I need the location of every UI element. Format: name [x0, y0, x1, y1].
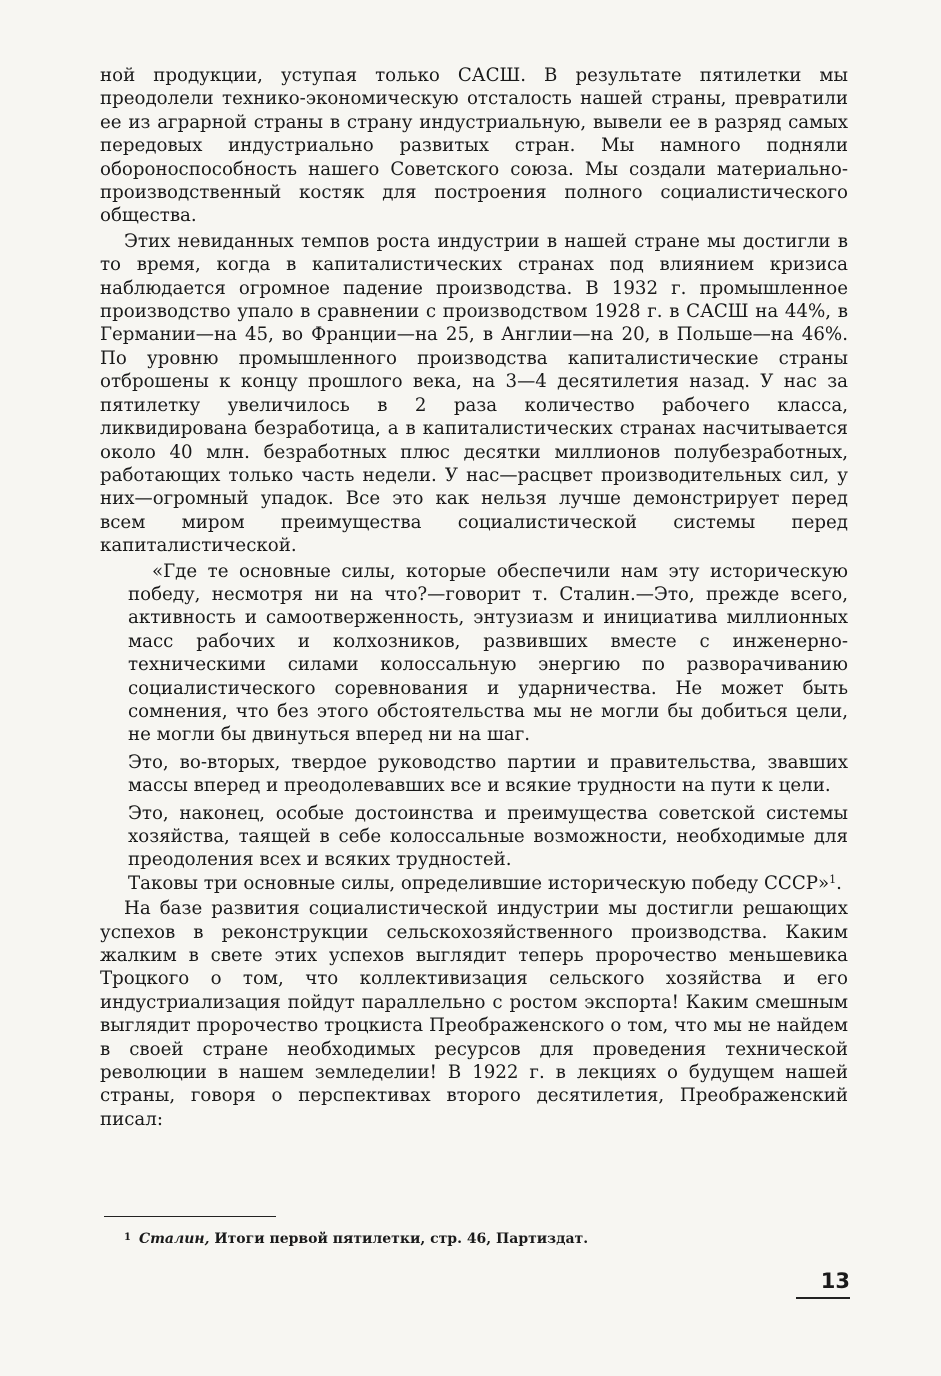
quote-paragraph-4-tail: . — [836, 872, 842, 894]
quote-paragraph-4-text: Таковы три основные силы, определившие историческую победу СССР» — [128, 872, 830, 894]
quote-paragraph-4 — [128, 872, 848, 895]
paragraph-3: На базе развития социалистической индустрии мы достигли решающих успехов в реконструкции сельскохозяйственного производства. Каким жалким в свете этих успехов выглядит теперь пророчество меньшевика Троцкого о том, что коллективизация сельского хозяйства и его индустриализация пойдут параллельно с ростом экспорта! Каким смешным выглядит пророчество троцкиста Преображенского о том, что мы не найдем в своей стране необходимых ресурсов для проведения технической революции в нашем земледелии! В 1922 г. в лекциях о будущем нашей страны, говоря о перспективах второго десятилетия, Преображенский писал: — [100, 898, 848, 1130]
footnote-text: Итоги первой пятилетки, стр. 46, Партиздат. — [214, 1231, 589, 1247]
page-body — [100, 64, 848, 1131]
footnote-mark: 1 — [124, 1232, 131, 1243]
footnote-author: Сталин, — [138, 1231, 210, 1247]
footnote-divider — [104, 1216, 276, 1217]
quote-paragraph-1: «Где те основные силы, которые обеспечили нам эту историческую победу, несмотря ни на что?—говорит т. Сталин.—Это, прежде всего, активность и самоотверженность, энтузиазм и инициатива миллионных масс рабочих и колхозников, развивших вместе с инженерно-техническими силами колоссальную энергию по разворачиванию социалистического соревнования и ударничества. Не может быть сомнения, что без этого обстоятельства мы не могли бы добиться цели, не могли бы двинуться вперед ни на шаг. — [128, 560, 848, 746]
footnote-reference[interactable]: 1 — [829, 872, 837, 886]
page-number-underline — [796, 1297, 850, 1299]
quote-paragraph-3: Это, наконец, особые достоинства и преимущества советской системы хозяйства, таящей в себе колоссальные возможности, необходимые для преодоления всех и всяких трудностей. — [128, 802, 848, 871]
page-number: 13 — [820, 1269, 850, 1293]
quote-paragraph-2: Это, во-вторых, твердое руководство партии и правительства, звавших массы вперед и преодолевавших все и всякие трудности на пути к цели. — [128, 751, 848, 797]
paragraph-1: ной продукции, уступая только САСШ. В результате пятилетки мы преодолели технико-экономическую отсталость нашей страны, превратили ее из аграрной страны в страну индустриальную, вывели ее в разряд самых передовых индустриально развитых стран. Мы намного подняли обороноспособность нашего Советского союза. Мы создали материально-производственный костяк для построения полного социалистического общества. — [100, 65, 848, 227]
footnote — [124, 1228, 824, 1249]
paragraph-2: Этих невиданных темпов роста индустрии в нашей стране мы достигли в то время, когда в капиталистических странах под влиянием кризиса наблюдается огромное падение производства. В 1932 г. промышленное производство упало в сравнении с производством 1928 г. в САСШ на 44%, в Германии—на 45, во Франции—на 25, в Англии—на 20, в Польше—на 46%. По уровню промышленного производства капиталистические страны отброшены к концу прошлого века, на 3—4 десятилетия назад. У нас за пятилетку увеличилось в 2 раза количество рабочего класса, ликвидирована безработица, а в капиталистических странах насчитывается около 40 млн. безработных плюс десятки миллионов полубезработных, работающих только часть недели. У нас—расцвет производительных сил, у них—огромный упадок. Все это как нельзя лучше демонстрирует перед всем миром преимущества социалистической системы перед капиталистической. — [100, 230, 848, 557]
